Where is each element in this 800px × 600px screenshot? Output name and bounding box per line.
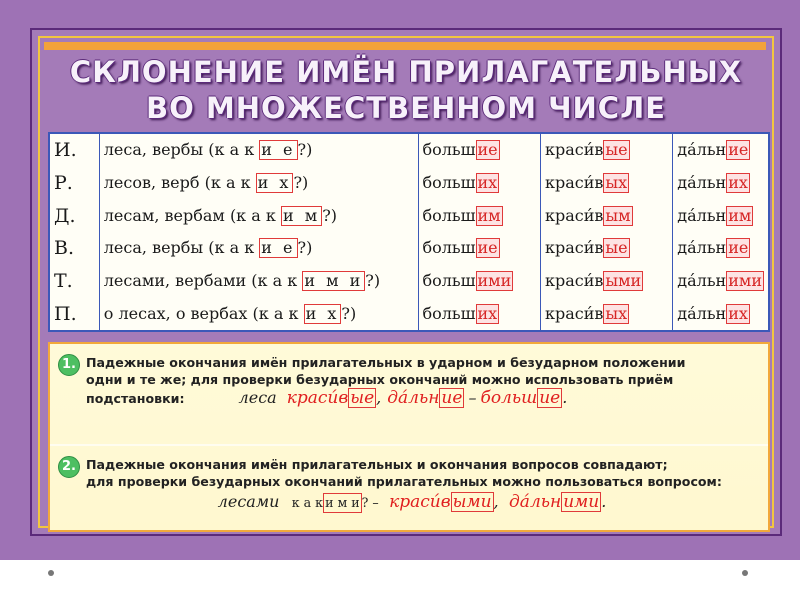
adjective-krasivy bbox=[540, 199, 672, 232]
rule-1 bbox=[58, 354, 766, 408]
adjective-stem: да́льн bbox=[677, 238, 727, 258]
rule-1-line-2: одни и те же; для проверки безударных окончаний можно использовать приём bbox=[86, 372, 674, 387]
table-row bbox=[50, 199, 768, 232]
rule-2-example-question-close: ? – bbox=[361, 495, 379, 510]
rule-2 bbox=[58, 456, 766, 513]
adjective-krasivy bbox=[540, 265, 672, 298]
example-phrase bbox=[99, 297, 418, 330]
rule-1-example-adj-2-ending: ие bbox=[441, 388, 463, 408]
case-label bbox=[50, 232, 99, 265]
rule-1-example-adj-3-stem: больш bbox=[480, 388, 538, 408]
adjective-stem: краси́в bbox=[544, 205, 604, 225]
adjective-krasivy bbox=[540, 167, 672, 200]
example-phrase bbox=[99, 134, 418, 167]
orange-bar bbox=[44, 42, 766, 50]
question-ending: и х bbox=[257, 172, 292, 192]
adjective-krasivy bbox=[540, 232, 672, 265]
case-label-text: П. bbox=[54, 302, 77, 325]
example-phrase bbox=[99, 265, 418, 298]
rule-1-badge: 1. bbox=[58, 354, 80, 376]
adjective-ending: ых bbox=[605, 172, 628, 192]
rule-2-example-adj-1-ending: ыми bbox=[452, 492, 492, 512]
rule-1-example-adj-1-stem: краси́в bbox=[286, 388, 349, 408]
rule-2-example-adj-1-stem: краси́в bbox=[389, 492, 451, 512]
rule-2-example-comma: , bbox=[493, 492, 499, 511]
adjective-ending: ие bbox=[477, 140, 498, 160]
case-label bbox=[50, 167, 99, 200]
slide-nav-dot-right bbox=[742, 570, 748, 576]
adjective-stem: краси́в bbox=[544, 140, 604, 160]
rule-1-line-1: Падежные окончания имён прилагательных в ударном и безударном положении bbox=[86, 355, 686, 370]
adjective-ending: ие bbox=[728, 140, 749, 160]
rule-1-example-period: . bbox=[562, 388, 568, 407]
adjective-ending: их bbox=[477, 172, 498, 192]
adjective-ending: их bbox=[728, 172, 748, 192]
case-label bbox=[50, 199, 99, 232]
adjective-bolshoy bbox=[418, 199, 540, 232]
case-label-text: Т. bbox=[54, 269, 73, 292]
table-row bbox=[50, 232, 768, 265]
adjective-ending: ие bbox=[477, 238, 498, 258]
rule-2-example-adj-2-stem: да́льн bbox=[509, 492, 562, 512]
case-label-text: В. bbox=[54, 237, 75, 260]
adjective-bolshoy bbox=[418, 297, 540, 330]
example-phrase bbox=[99, 199, 418, 232]
phrase-text: леса, вербы (к а к bbox=[103, 140, 255, 160]
rule-2-example-question-stem: к а к bbox=[291, 495, 324, 510]
adjective-stem: да́льн bbox=[677, 205, 727, 225]
adjective-stem: больш bbox=[422, 205, 476, 225]
adjective-stem: краси́в bbox=[544, 172, 604, 192]
rule-1-example-dash: – bbox=[468, 388, 477, 407]
rule-2-example-question-ending: и м и bbox=[323, 493, 362, 513]
question-ending: и х bbox=[305, 303, 340, 323]
adjective-ending: им bbox=[477, 205, 501, 225]
phrase-close: ?) bbox=[293, 172, 309, 192]
case-label bbox=[50, 265, 99, 298]
table-row bbox=[50, 167, 768, 200]
phrase-text: лесами, вербами (к а к bbox=[103, 270, 298, 290]
adjective-bolshoy bbox=[418, 167, 540, 200]
adjective-stem: краси́в bbox=[544, 238, 604, 258]
adjective-stem: краси́в bbox=[544, 270, 604, 290]
question-ending: и е bbox=[261, 238, 296, 258]
rules-separator bbox=[50, 444, 768, 446]
phrase-close: ?) bbox=[365, 270, 381, 290]
rule-2-example-period: . bbox=[601, 492, 607, 511]
table-row bbox=[50, 265, 768, 298]
phrase-close: ?) bbox=[297, 140, 313, 160]
case-label-text: И. bbox=[54, 139, 77, 162]
title-line-1: СКЛОНЕНИЕ ИМЁН ПРИЛАГАТЕЛЬНЫХ bbox=[69, 55, 743, 89]
adjective-stem: больш bbox=[422, 303, 476, 323]
case-label bbox=[50, 134, 99, 167]
adjective-stem: да́льн bbox=[677, 270, 727, 290]
adjective-bolshoy bbox=[418, 265, 540, 298]
rule-1-example-adj-1-ending: ые bbox=[350, 388, 375, 408]
adjective-ending: их bbox=[477, 303, 498, 323]
adjective-ending: их bbox=[728, 303, 748, 323]
phrase-close: ?) bbox=[322, 205, 338, 225]
adjective-stem: да́льн bbox=[677, 140, 727, 160]
rule-2-example-adj-2-ending: ими bbox=[563, 492, 600, 512]
adjective-krasivy bbox=[540, 134, 672, 167]
adjective-bolshoy bbox=[418, 134, 540, 167]
adjective-stem: да́льн bbox=[677, 303, 727, 323]
declension-table bbox=[48, 132, 770, 332]
question-ending: и е bbox=[261, 140, 296, 160]
rule-1-example-word: леса bbox=[238, 388, 277, 407]
question-ending: и м и bbox=[304, 270, 364, 290]
case-label bbox=[50, 297, 99, 330]
declension-grid bbox=[50, 134, 768, 330]
poster-title bbox=[44, 54, 768, 134]
adjective-stem: да́льн bbox=[677, 172, 727, 192]
phrase-close: ?) bbox=[341, 303, 357, 323]
adjective-ending: ие bbox=[728, 238, 749, 258]
adjective-dalny bbox=[673, 134, 768, 167]
case-label-text: Д. bbox=[54, 204, 76, 227]
adjective-ending: ых bbox=[605, 303, 628, 323]
adjective-stem: больш bbox=[422, 140, 476, 160]
rule-1-example-adj-3-ending: ие bbox=[539, 388, 561, 408]
phrase-text: леса, вербы (к а к bbox=[103, 238, 255, 258]
poster bbox=[30, 28, 782, 536]
adjective-dalny bbox=[673, 297, 768, 330]
adjective-dalny bbox=[673, 199, 768, 232]
slide-nav-dot-left bbox=[48, 570, 54, 576]
rule-2-example-word: лесами bbox=[217, 492, 280, 511]
adjective-ending: ыми bbox=[605, 270, 642, 290]
rule-1-line-3: подстановки: bbox=[86, 391, 185, 406]
adjective-ending: ые bbox=[605, 140, 628, 160]
adjective-ending: им bbox=[728, 205, 752, 225]
example-phrase bbox=[99, 167, 418, 200]
table-row bbox=[50, 297, 768, 330]
question-ending: и м bbox=[282, 205, 321, 225]
rule-2-line-2: для проверки безударных окончаний прилагательных можно пользоваться вопросом: bbox=[86, 474, 722, 489]
adjective-ending: ими bbox=[477, 270, 512, 290]
adjective-dalny bbox=[673, 232, 768, 265]
adjective-ending: ими bbox=[728, 270, 762, 290]
adjective-stem: больш bbox=[422, 172, 476, 192]
phrase-text: лесам, вербам (к а к bbox=[103, 205, 276, 225]
adjective-dalny bbox=[673, 167, 768, 200]
phrase-text: о лесах, о вербах (к а к bbox=[103, 303, 299, 323]
title-line-2: ВО МНОЖЕСТВЕННОМ ЧИСЛЕ bbox=[146, 91, 666, 125]
phrase-close: ?) bbox=[297, 238, 313, 258]
rule-1-example-adj-2-stem: да́льн bbox=[387, 388, 440, 408]
adjective-ending: ые bbox=[605, 238, 628, 258]
adjective-krasivy bbox=[540, 297, 672, 330]
example-phrase bbox=[99, 232, 418, 265]
adjective-stem: краси́в bbox=[544, 303, 604, 323]
adjective-ending: ым bbox=[605, 205, 631, 225]
rule-2-line-1: Падежные окончания имён прилагательных и окончания вопросов совпадают; bbox=[86, 457, 668, 472]
adjective-stem: больш bbox=[422, 270, 476, 290]
rule-1-example-comma: , bbox=[376, 388, 382, 407]
case-label-text: Р. bbox=[54, 171, 73, 194]
adjective-stem: больш bbox=[422, 238, 476, 258]
rules-panel bbox=[48, 342, 770, 532]
adjective-dalny bbox=[673, 265, 768, 298]
phrase-text: лесов, верб (к а к bbox=[103, 172, 251, 192]
table-row bbox=[50, 134, 768, 167]
adjective-bolshoy bbox=[418, 232, 540, 265]
rule-2-badge: 2. bbox=[58, 456, 80, 478]
